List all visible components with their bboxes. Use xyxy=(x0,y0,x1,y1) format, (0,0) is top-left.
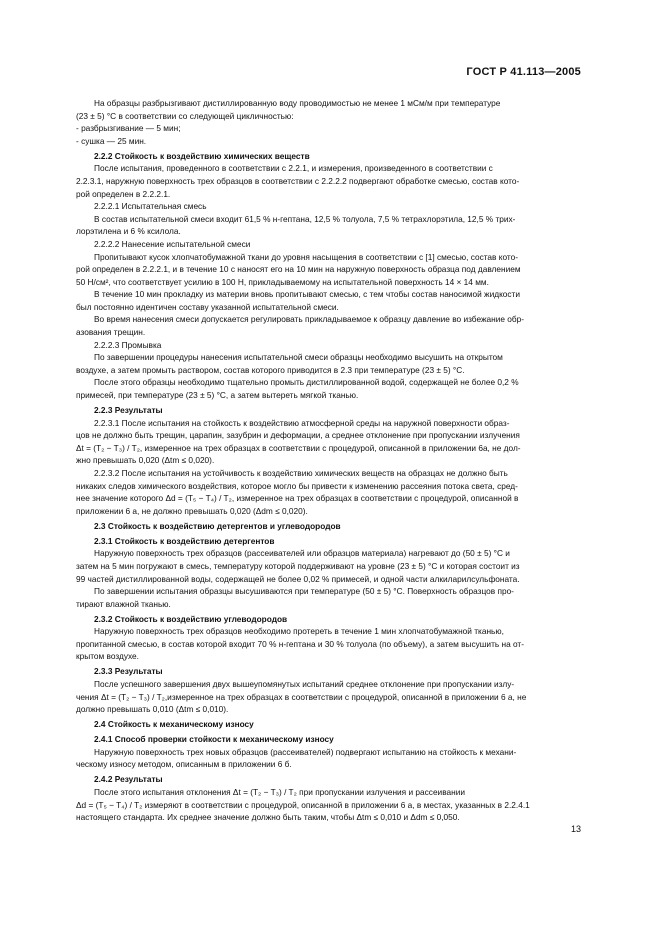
paragraph-line: воздухе, а затем промыть раствором, состав которого приводится в 2.3 при температуре (23 ± 5) °С. xyxy=(76,364,465,375)
paragraph-line: пропитанной смесью, в состав которой входит 70 % н-гептана и 30 % толуола (по объему), а затем высушить на от- xyxy=(76,638,524,649)
paragraph-line: нее значение которого Δd = (T₅ − T₄) / T₂, измеренное на трех образцах в соответствии с процедурой, описанной в xyxy=(76,493,519,504)
paragraph-line: В состав испытательной смеси входит 61,5 % н-гептана, 12,5 % толуола, 7,5 % тетрахлорэтила, 12,5 % трих- xyxy=(94,213,516,224)
paragraph-line: должно превышать 0,010 (Δtm ≤ 0,010). xyxy=(76,704,229,715)
paragraph-line: После этого образцы необходимо тщательно промыть дистиллированной водой, содержащей не более 0,2 % xyxy=(94,377,519,388)
paragraph-line: 99 частей дистиллированной воды, содержащей не более 0,02 % примесей, и одной части алкиларилсульфоната. xyxy=(76,573,520,584)
paragraph-line: рой определен в 2.2.2.1, и в течение 10 с наносят его на 10 мин на наружную поверхность образца под давлением xyxy=(76,264,521,275)
paragraph-line: После этого испытания отклонения Δt = (T₂ − T₃) / T₂ при пропускании излучения и рассеивании xyxy=(94,786,465,797)
section-heading: 2.4 Стойкость к механическому износу xyxy=(94,719,254,730)
section-heading: 2.2.2 Стойкость к воздействию химических веществ xyxy=(94,150,310,161)
paragraph-line: ческому износу методом, описанным в приложении 6 б. xyxy=(76,759,292,770)
section-heading: 2.2.3 Результаты xyxy=(94,405,163,416)
paragraph-line: (23 ± 5) °С в соответствии со следующей цикличностью: xyxy=(76,110,294,121)
paragraph-line: жно превышать 0,020 (Δtm ≤ 0,020). xyxy=(76,455,215,466)
paragraph-line: - разбрызгивание — 5 мин; xyxy=(76,123,181,134)
paragraph-line: После успешного завершения двух вышеупомянутых испытаний среднее отклонение при пропускании излу- xyxy=(94,679,515,690)
paragraph-line: затем на 5 мин погружают в смесь, температуру которой поддерживают на уровне (23 ± 5) °С и которая состоит из xyxy=(76,560,520,571)
paragraph-line: примесей, при температуре (23 ± 5) °С, а затем вытереть мягкой тканью. xyxy=(76,390,359,401)
paragraph-line: тирают влажной тканью. xyxy=(76,598,171,609)
paragraph-line: крытом воздухе. xyxy=(76,651,139,662)
section-heading: 2.3.2 Стойкость к воздействию углеводородов xyxy=(94,613,288,624)
paragraph-line: Пропитывают кусок хлопчатобумажной ткани до уровня насыщения в соответствии с [1] смесью, состав кото- xyxy=(94,251,518,262)
paragraph-line: 2.2.3.1, наружную поверхность трех образцов в соответствии с 2.2.2.2 подвергают обработке смесью, состав кото- xyxy=(76,175,520,186)
section-heading: 2.4.1 Способ проверки стойкости к механическому износу xyxy=(94,734,334,745)
paragraph-line: По завершении испытания образцы высушиваются при температуре (50 ± 5) °С. Поверхность образцов про- xyxy=(94,586,514,597)
paragraph-line: приложении 6 а, не должно превышать 0,020 (Δdm ≤ 0,020). xyxy=(76,505,308,516)
paragraph-line: азования трещин. xyxy=(76,327,146,338)
paragraph-line: В течение 10 мин прокладку из материи вновь пропитывают смесью, с тем чтобы состав наносимой жидкости xyxy=(94,289,520,300)
paragraph-line: По завершении процедуры нанесения испытательной смеси образцы необходимо высушить на открытом xyxy=(94,352,503,363)
paragraph-line: После испытания, проведенного в соответствии с 2.2.1, и измерения, произведенного в соответствии с xyxy=(94,163,493,174)
paragraph-line: 2.2.3.2 После испытания на устойчивость к воздействию химических веществ на образцах не должно быть xyxy=(94,468,508,478)
document-body xyxy=(76,97,584,824)
paragraph-line: никаких следов химического воздействия, которое могло бы привести к изменению рассеяния потока света, сред- xyxy=(76,480,518,491)
paragraph-line: На образцы разбрызгивают дистиллированную воду проводимостью не менее 1 мСм/м при температуре xyxy=(94,98,501,108)
paragraph-line: 2.2.2.1 Испытательная смесь xyxy=(94,201,207,212)
paragraph-line: Наружную поверхность трех новых образцов (рассеивателей) подвергают испытанию на стойкость к механи- xyxy=(94,746,517,757)
document-header: ГОСТ Р 41.113—2005 xyxy=(466,66,581,78)
paragraph-line: Наружную поверхность трех образцов необходимо протереть в течение 1 мин хлопчатобумажной тканью, xyxy=(94,626,504,637)
section-heading: 2.3.1 Стойкость к воздействию детергентов xyxy=(94,535,275,546)
paragraph-line: 2.2.2.3 Промывка xyxy=(94,339,162,350)
section-heading: 2.3.3 Результаты xyxy=(94,666,163,677)
section-heading: 2.4.2 Результаты xyxy=(94,774,163,785)
paragraph-line: лорэтилена и 6 % ксилола. xyxy=(76,226,181,237)
paragraph-line: Δt = (T₂ − T₃) / T₂, измеренное на трех образцах в соответствии с процедурой, описанной в приложении 6а, не дол- xyxy=(76,442,521,453)
paragraph-line: цов не должно быть трещин, царапин, зазубрин и деформации, а среднее отклонение при пропускании излучения xyxy=(76,430,520,441)
section-heading: 2.3 Стойкость к воздействию детергентов и углеводородов xyxy=(94,520,341,531)
paragraph-line: рой определен в 2.2.2.1. xyxy=(76,188,171,199)
paragraph-line: Во время нанесения смеси допускается регулировать прикладываемое к образцу давление во избежание обр- xyxy=(94,314,525,325)
paragraph-line: 50 Н/см², что соответствует усилию в 100 Н, прикладываемому на испытательной поверхность 14 × 14 мм. xyxy=(76,276,489,287)
paragraph-line: чения Δt = (T₂ − T₃) / T₂,измеренное на трех образцах в соответствии с процедурой, описанной в приложении 6 а, не xyxy=(76,691,527,702)
page-number: 13 xyxy=(570,824,581,834)
paragraph-line: был постоянно идентичен составу указанной испытательной смеси. xyxy=(76,301,339,312)
paragraph-line: 2.2.3.1 После испытания на стойкость к воздействию атмосферной среды на наружной поверхности образ- xyxy=(94,417,510,428)
paragraph-line: Δd = (T₅ − T₄) / T₂ измеряют в соответствии с процедурой, описанной в приложении 6 а, в местах, указанных в 2.2.4.1 xyxy=(76,799,530,810)
paragraph-line: настоящего стандарта. Их среднее значение должно быть таким, чтобы Δtm ≤ 0,010 и Δdm ≤ 0,050. xyxy=(76,812,460,823)
paragraph-line: Наружную поверхность трех образцов (рассеивателей или образцов материала) нагревают до (50 ± 5) °С и xyxy=(94,548,510,559)
paragraph-line: - сушка — 25 мин. xyxy=(76,135,147,146)
paragraph-line: 2.2.2.2 Нанесение испытательной смеси xyxy=(94,238,251,249)
